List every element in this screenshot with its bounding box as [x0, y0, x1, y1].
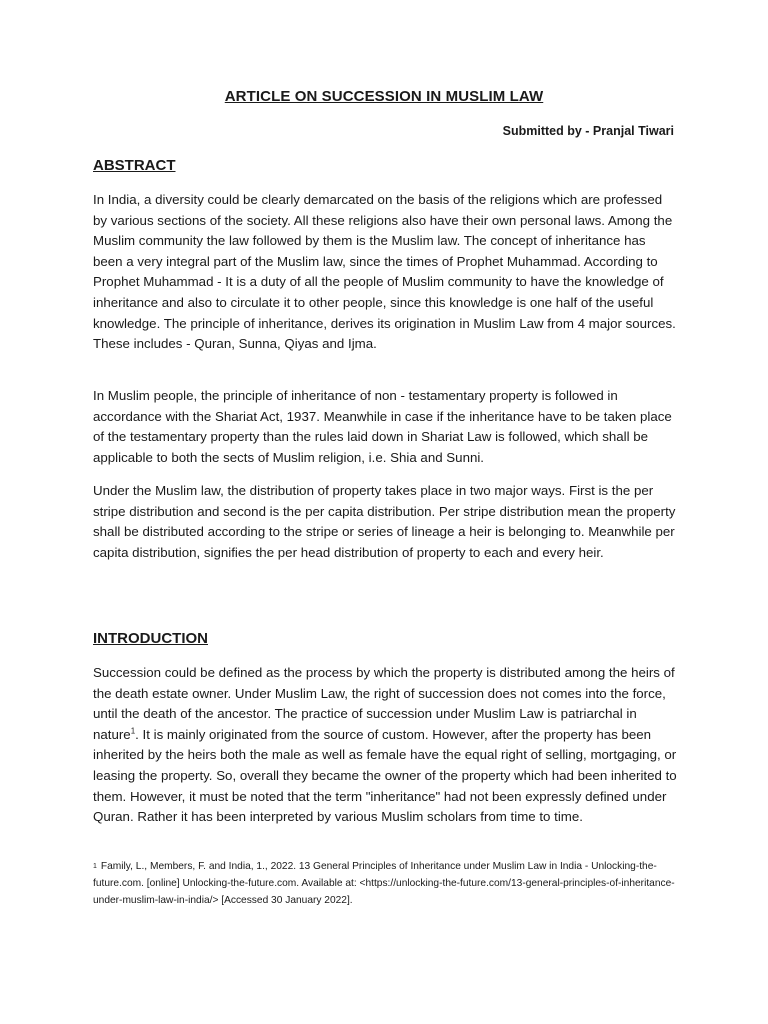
introduction-heading: INTRODUCTION — [93, 630, 208, 647]
abstract-heading: ABSTRACT — [93, 157, 176, 174]
introduction-paragraph — [93, 663, 678, 828]
footnote-mark: 1 — [93, 863, 97, 870]
author-line: Submitted by - Pranjal Tiwari — [502, 124, 674, 138]
introduction-text-part-1: Succession could be defined as the process by which the property is distributed among the heirs of the death estate owner. Under Muslim Law, the right of succession does not comes into the force, until the death of the ancestor. The practice of succession under Muslim Law is patriarchal in nature — [93, 665, 675, 742]
abstract-paragraph-1: In India, a diversity could be clearly demarcated on the basis of the religions which are professed by various sections of the society. All these religions also have their own personal laws. Among the Muslim community the law followed by them is the Muslim law. The concept of inheritance has been a very integral part of the Muslim law, since the times of Prophet Muhammad. According to Prophet Muhammad - It is a duty of all the people of Muslim community to have the knowledge of inheritance and also to circulate it to other people, since this knowledge is one half of the useful knowledge. The principle of inheritance, derives its origination in Muslim Law from 4 major sources. These includes - Quran, Sunna, Qiyas and Ijma. — [93, 192, 676, 352]
abstract-paragraph-2: In Muslim people, the principle of inheritance of non - testamentary property is followed in accordance with the Shariat Act, 1937. Meanwhile in case if the inheritance have to be taken place of the testamentary property than the rules laid down in Shariat Law is followed, which shall be applicable to both the sects of Muslim religion, i.e. Shia and Sunni. — [93, 388, 672, 465]
footnote — [93, 858, 678, 909]
document-title: ARTICLE ON SUCCESSION IN MUSLIM LAW — [224, 88, 544, 105]
footnote-reference[interactable]: 1 — [130, 726, 136, 736]
abstract-paragraph-3: Under the Muslim law, the distribution of property takes place in two major ways. First is the per stripe distribution and second is the per capita distribution. Per stripe distribution mean the property shall be distributed according to the stripe or series of lineage a heir is belonging to. Meanwhile per capita distribution, signifies the per head distribution of property to each and every heir. — [93, 483, 676, 560]
introduction-text-part-2: . It is mainly originated from the source of custom. However, after the property has been inherited by the heirs both the male as well as female have the equal right of selling, mortgaging, or leasing the property. So, overall they became the owner of the property which had been inherited to them. However, it must be noted that the term "inheritance" had not been expressly defined under Quran. Rather it has been interpreted by various Muslim scholars from time to time. — [93, 726, 677, 825]
footnote-text: Family, L., Members, F. and India, 1., 2022. 13 General Principles of Inheritance under Muslim Law in India - Unlocking-the-future.com. [online] Unlocking-the-future.com. Available at: <https://unlocking-the-future.com/13-general-principles-of-inheritance-under-muslim-law-in-india/> [Accessed 30 January 2022]. — [93, 861, 675, 906]
